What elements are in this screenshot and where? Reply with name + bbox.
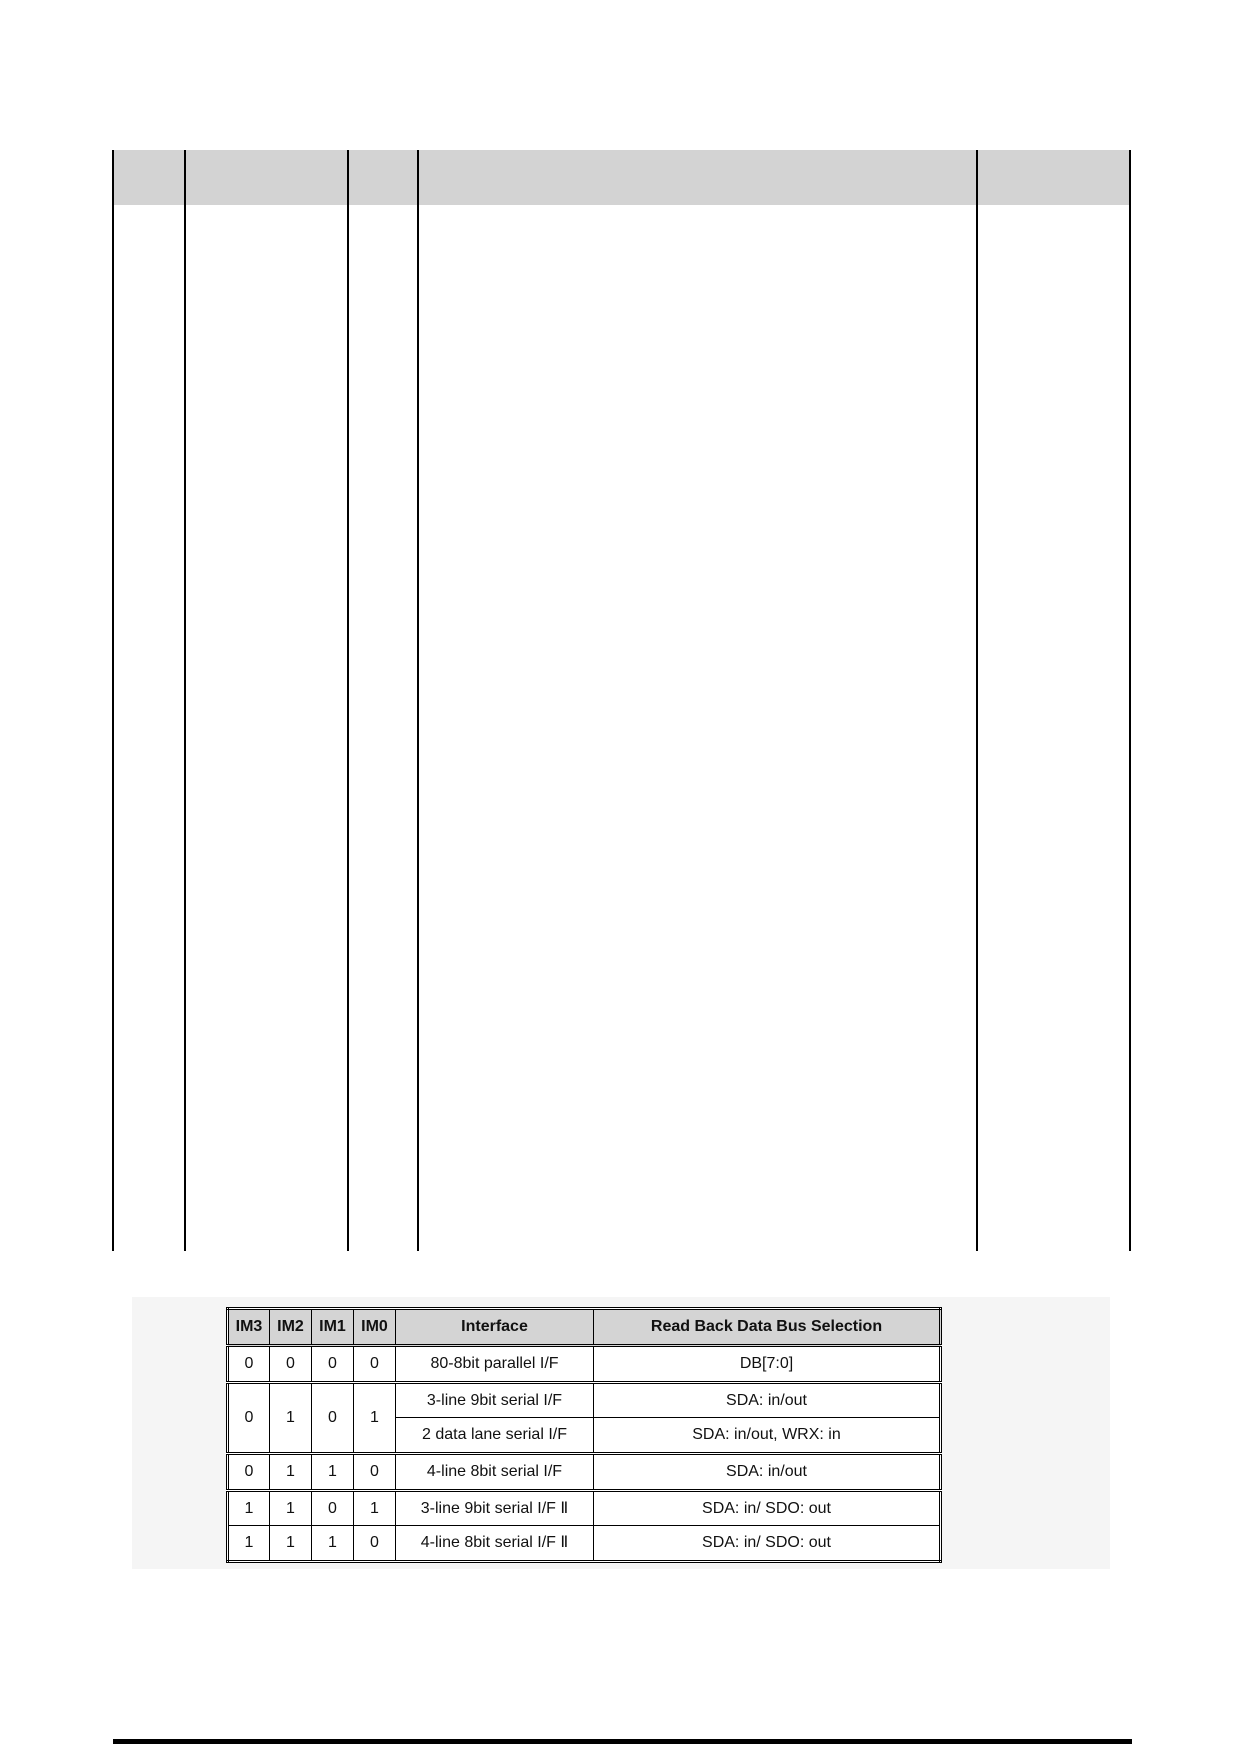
outer-table-column-divider [976,150,978,1251]
cell-im0: 0 [354,1526,396,1562]
cell-im2: 0 [270,1346,312,1383]
table-row [228,1490,941,1526]
cell-read-back: SDA: in/out [594,1453,941,1490]
cell-im2: 1 [270,1453,312,1490]
outer-table-column-divider [417,150,419,1251]
cell-im2: 1 [270,1490,312,1526]
table-row [228,1526,941,1562]
cell-im3: 0 [228,1346,270,1383]
cell-read-back: SDA: in/ SDO: out [594,1526,941,1562]
header-read-back: Read Back Data Bus Selection [594,1309,941,1346]
footer-rule [113,1739,1132,1744]
cell-im1: 1 [312,1526,354,1562]
table-row [228,1346,941,1383]
cell-read-back: DB[7:0] [594,1346,941,1383]
interface-selection-table [226,1307,942,1563]
cell-im0: 1 [354,1382,396,1453]
outer-table-border-left [112,150,114,1251]
cell-interface: 80-8bit parallel I/F [396,1346,594,1383]
cell-im1: 0 [312,1382,354,1453]
header-interface: Interface [396,1309,594,1346]
outer-table-column-divider [347,150,349,1251]
cell-im3: 0 [228,1382,270,1453]
cell-read-back: SDA: in/ SDO: out [594,1490,941,1526]
table-row [228,1453,941,1490]
cell-interface: 4-line 8bit serial I/F Ⅱ [396,1526,594,1562]
cell-im3: 0 [228,1453,270,1490]
cell-im1: 1 [312,1453,354,1490]
header-im3: IM3 [228,1309,270,1346]
cell-im3: 1 [228,1490,270,1526]
header-im2: IM2 [270,1309,312,1346]
header-im0: IM0 [354,1309,396,1346]
cell-interface: 4-line 8bit serial I/F [396,1453,594,1490]
cell-im1: 0 [312,1490,354,1526]
outer-table-border-right [1129,150,1131,1251]
cell-read-back: SDA: in/out [594,1382,941,1418]
cell-im0: 1 [354,1490,396,1526]
outer-table-column-divider [184,150,186,1251]
table-header-row [228,1309,941,1346]
cell-im2: 1 [270,1526,312,1562]
cell-interface: 3-line 9bit serial I/F Ⅱ [396,1490,594,1526]
cell-im1: 0 [312,1346,354,1383]
cell-im0: 0 [354,1453,396,1490]
cell-interface: 3-line 9bit serial I/F [396,1382,594,1418]
cell-interface: 2 data lane serial I/F [396,1418,594,1454]
cell-read-back: SDA: in/out, WRX: in [594,1418,941,1454]
cell-im0: 0 [354,1346,396,1383]
cell-im3: 1 [228,1526,270,1562]
table-row [228,1382,941,1418]
header-im1: IM1 [312,1309,354,1346]
cell-im2: 1 [270,1382,312,1453]
